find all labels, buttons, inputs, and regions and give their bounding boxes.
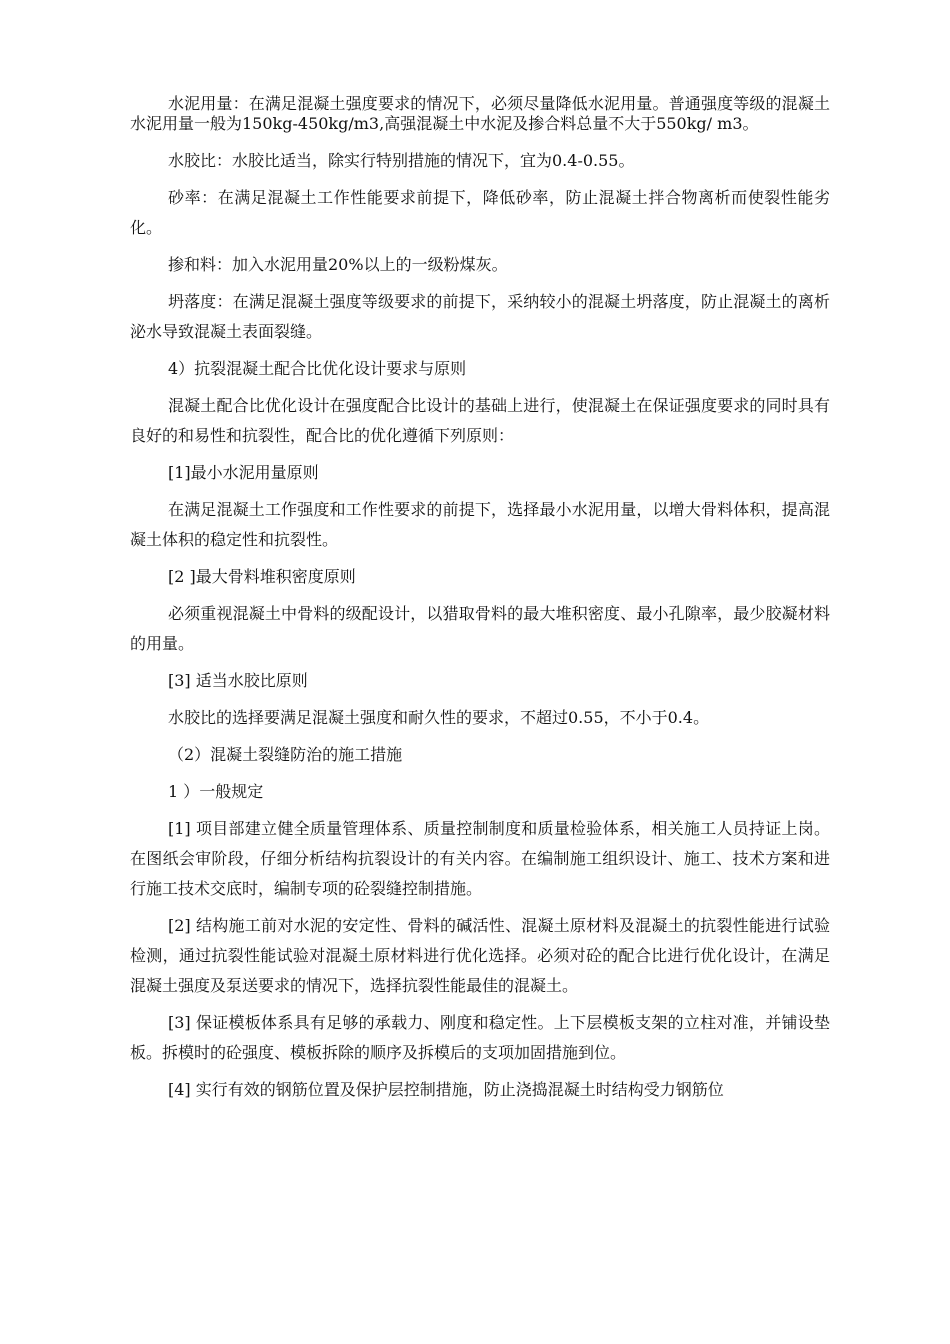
principle-heading-2: [2 ]最大骨料堆积密度原则	[168, 567, 356, 586]
paragraph-principle-1: 在满足混凝土工作强度和工作性要求的前提下，选择最小水泥用量，以增大骨料体积，提高混凝土体积的稳定性和抗裂性。	[130, 500, 830, 549]
paragraph-slump: 坍落度：在满足混凝土强度等级要求的前提下，采纳较小的混凝土坍落度，防止混凝土的离析泌水导致混凝土表面裂缝。	[130, 292, 830, 341]
paragraph-cement-dosage: 水泥用量：在满足混凝土强度要求的情况下，必须尽量降低水泥用量。普通强度等级的混凝土水泥用量一般为150kg-450kg/m3,高强混凝土中水泥及掺合料总量不大于550kg/ m3。	[130, 94, 830, 133]
principle-heading-1: [1]最小水泥用量原则	[168, 463, 319, 482]
paragraph-rule-1: [1] 项目部建立健全质量管理体系、质量控制制度和质量检验体系，相关施工人员持证上岗。在图纸会审阶段，仔细分析结构抗裂设计的有关内容。在编制施工组织设计、施工、技术方案和进行施工技术交底时，编制专项的砼裂缝控制措施。	[130, 819, 830, 898]
paragraph-principle-3: 水胶比的选择要满足混凝土强度和耐久性的要求，不超过0.55，不小于0.4。	[168, 708, 710, 727]
section-heading-general: 1 ）一般规定	[168, 782, 264, 801]
section-heading-construction: （2）混凝土裂缝防治的施工措施	[168, 745, 403, 764]
paragraph-mix-optimization: 混凝土配合比优化设计在强度配合比设计的基础上进行，使混凝土在保证强度要求的同时具有良好的和易性和抗裂性，配合比的优化遵循下列原则：	[130, 396, 830, 445]
section-heading-mix-design: 4）抗裂混凝土配合比优化设计要求与原则	[168, 359, 467, 378]
principle-heading-3: [3] 适当水胶比原则	[168, 671, 308, 690]
paragraph-rule-4: [4] 实行有效的钢筋位置及保护层控制措施，防止浇捣混凝土时结构受力钢筋位	[168, 1080, 724, 1099]
paragraph-rule-3: [3] 保证模板体系具有足够的承载力、刚度和稳定性。上下层模板支架的立柱对准，并铺设垫板。拆模时的砼强度、模板拆除的顺序及拆模后的支项加固措施到位。	[130, 1013, 830, 1062]
paragraph-sand-ratio: 砂率：在满足混凝土工作性能要求前提下，降低砂率，防止混凝土拌合物离析而使裂性能劣化。	[130, 188, 830, 237]
paragraph-rule-2: [2] 结构施工前对水泥的安定性、骨料的碱活性、混凝土原材料及混凝土的抗裂性能进行试验检测，通过抗裂性能试验对混凝土原材料进行优化选择。必须对砼的配合比进行优化设计，在满足混凝土强度及泵送要求的情况下，选择抗裂性能最佳的混凝土。	[130, 916, 830, 995]
document-body	[130, 94, 830, 1112]
paragraph-water-binder-ratio: 水胶比：水胶比适当，除实行特别措施的情况下，宜为0.4-0.55。	[168, 151, 635, 170]
paragraph-admixture: 掺和料：加入水泥用量20%以上的一级粉煤灰。	[168, 255, 508, 274]
paragraph-principle-2: 必须重视混凝土中骨料的级配设计，以猎取骨料的最大堆积密度、最小孔隙率，最少胶凝材料的用量。	[130, 604, 830, 653]
